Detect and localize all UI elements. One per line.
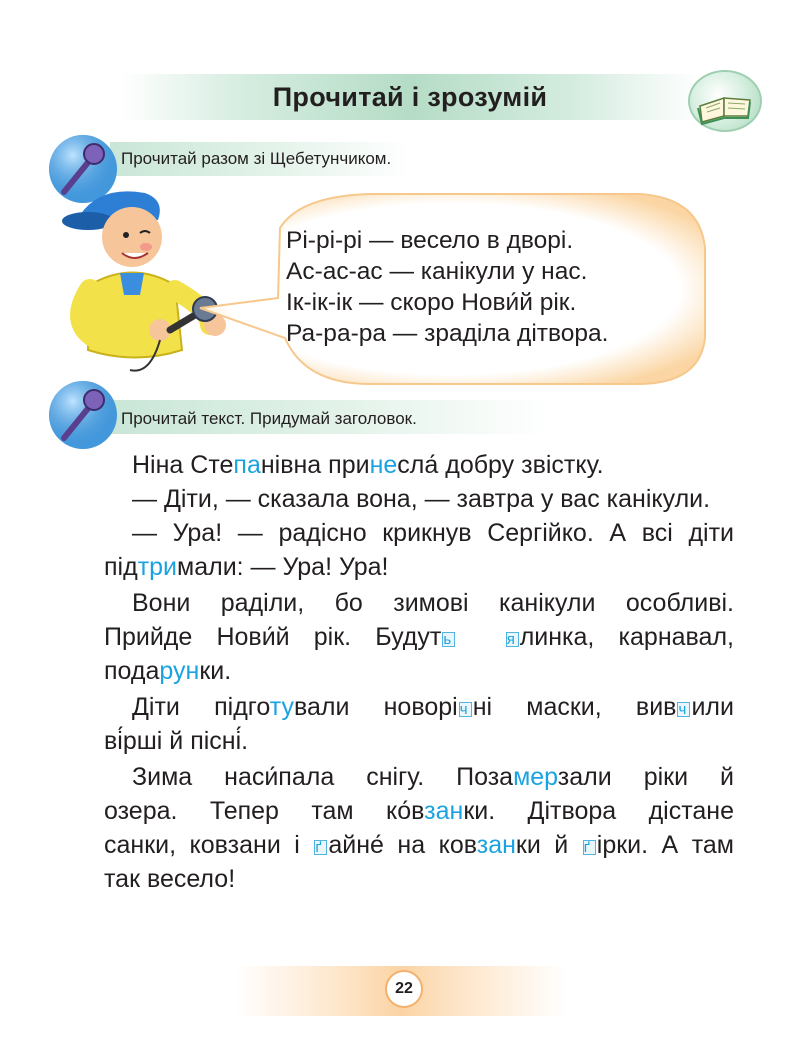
instruction-text: Прочитай текст. Придумай заголовок. — [121, 409, 417, 428]
open-book-icon — [688, 70, 762, 132]
text-line: так весело! — [104, 865, 236, 893]
missing-letter-box: ґ — [583, 840, 596, 855]
poem-line: Ра-ра-ра — зраділа дітвора. — [286, 320, 609, 347]
text-line: ві́рші й пісні́. — [104, 727, 249, 755]
text-line: — Діти, — сказала вона, — завтра у вас канікули. — [132, 485, 711, 513]
missing-letter-box: ь — [442, 632, 455, 647]
text-line: Зима наси́пала снігу. Позамерзали ріки й — [132, 763, 734, 791]
missing-letter-box: ч — [459, 702, 472, 717]
microphone-icon — [46, 378, 120, 452]
text-line: санки, ковзани і ґ айне́ на ковзанки й ґ ірки. А там — [104, 831, 734, 859]
page-number: 22 — [385, 970, 423, 1008]
poem-line: Ік-ік-ік — скоро Нови́й рік. — [286, 289, 577, 316]
poem-line: Рі-рі-рі — весело в дворі. — [286, 227, 574, 254]
text-line: Вони раділи, бо зимові канікули особливі. — [132, 589, 734, 617]
page-title: Прочитай і зрозумій — [272, 82, 548, 112]
missing-letter-box: ґ — [314, 840, 327, 855]
text-line: підтримали: — Ура! Ура! — [104, 553, 389, 581]
text-line: — Ура! — радісно крикнув Сергійко. А всі діти — [132, 519, 734, 547]
text-line: Діти підготували новорі ч ні маски, вив ч или — [132, 693, 734, 721]
text-line: озера. Тепер там ко́взанки. Дітвора дістане — [104, 797, 734, 825]
text-line: подарунки. — [104, 657, 232, 685]
reading-text — [104, 448, 734, 896]
missing-letter-box: ч — [677, 702, 690, 717]
text-line: Прийде Нови́й рік. Будут ь я линка, карнавал, — [104, 623, 734, 651]
poem-line: Ас-ас-ас — канікули у нас. — [286, 258, 588, 285]
instruction-text: Прочитай разом зі Щебетунчиком. — [121, 149, 392, 168]
text-line: Ніна Степанівна принесла́ добру звістку. — [132, 451, 604, 479]
missing-letter-box: я — [506, 632, 519, 647]
poem — [286, 225, 608, 349]
